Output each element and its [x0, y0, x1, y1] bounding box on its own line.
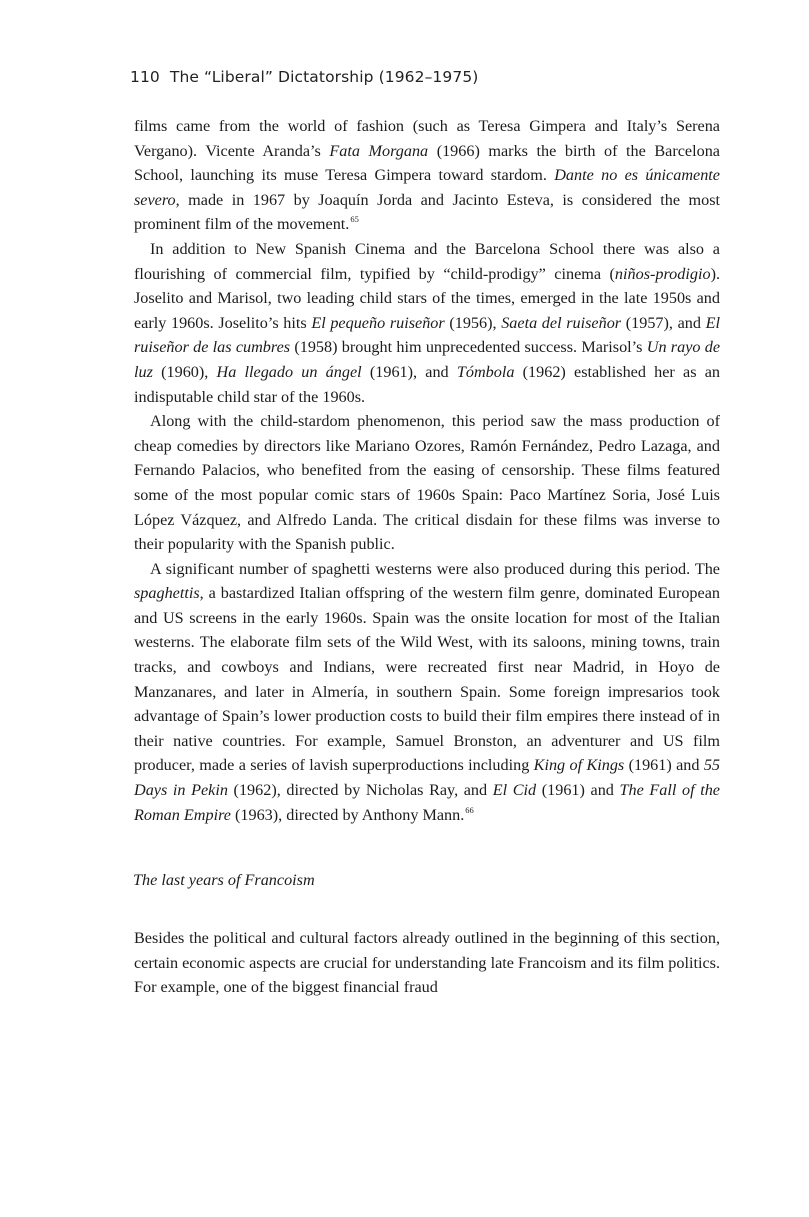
paragraph-late-francoism [134, 926, 720, 1000]
section-heading: The last years of Francoism [133, 871, 315, 890]
film-title: El Cid [492, 781, 537, 800]
film-title: Fata Morgana [329, 141, 429, 160]
text-run: Besides the political and cultural factors already outlined in the beginning of this section, certain economic aspects are crucial for understanding late Francoism and its film politics. For example, one of the biggest financial fraud [134, 929, 720, 997]
text-run: (1957), and [621, 313, 706, 332]
book-page [130, 68, 721, 1000]
film-title: Un rayo de luz [134, 338, 721, 381]
text-run: (1961) and [536, 781, 620, 800]
text-run: (1966) marks the birth of the Barcelona School, launching its muse Teresa Gimpera toward stardom. [134, 141, 720, 185]
text-run: (1960), [152, 362, 217, 381]
text-run: (1962) established her as an indisputable child star of the 1960s. [134, 362, 720, 406]
paragraph-child-prodigy [134, 237, 720, 409]
footnote-ref[interactable]: 65 [350, 214, 359, 225]
text-run: (1962), directed by Nicholas Ray, and [227, 781, 493, 800]
film-title: Dante no es únicamente severo [134, 166, 720, 209]
paragraph-spaghetti-westerns [134, 557, 720, 828]
film-title: Ha llegado un ángel [216, 362, 362, 381]
text-run: In addition to New Spanish Cinema and the Barcelona School there was also a flourishing of commercial film, typified by “child-prodigy” cinema ( [134, 239, 720, 283]
text-run: Along with the child-stardom phenomenon, this period saw the mass production of cheap comedies by directors like Mariano Ozores, Ramón Fernández, Pedro Lazaga, and Fernando Palacios, who benefited from the easing of censorship. These films featured some of the most popular comic stars of 1960s Spain: Paco Martínez Soria, José Luis López Vázquez, and Alfredo Landa. The critical disdain for these films was inverse to their popularity with the Spanish public. [134, 412, 720, 554]
italic-term: spaghettis [134, 584, 200, 603]
body-text [134, 114, 720, 1000]
film-title: Tómbola [456, 362, 515, 381]
text-run: (1963), directed by Anthony Mann. [230, 805, 465, 824]
page-number: 110 [130, 68, 160, 86]
paragraph-barcelona-school [134, 114, 720, 237]
film-title: 55 Days in Pekin [134, 756, 721, 800]
text-run: (1961), and [361, 362, 457, 381]
text-run: ). Joselito and Marisol, two leading child stars of the times, emerged in the late 1950s and early 1960s. Joselito’s hits [134, 264, 720, 332]
italic-term: niños-prodigio [614, 264, 711, 283]
text-run: , a bastardized Italian offspring of the western film genre, dominated European and US screens in the early 1960s. Spain was the onsite location for most of the Italian westerns. The elaborate film sets of the Wild West, with its saloons, mining towns, train tracks, and cowboys and Indians, were recreated first near Madrid, in Hoyo de Manzanares, and later in Almería, in southern Spain. Some foreign impresarios took advantage of Spain’s lower production costs to build their film empires there instead of in their native countries. For example, Samuel Bronston, an adventurer and US film producer, made a series of lavish superproductions including [134, 584, 720, 775]
text-run: (1961) and [624, 756, 704, 775]
paragraph-comedies [134, 409, 720, 557]
text-run: films came from the world of fashion (such as Teresa Gimpera and Italy’s Serena Vergano). Vicente Aranda’s [134, 117, 720, 160]
text-run: (1958) brought him unprecedented success. Marisol’s [290, 338, 647, 357]
running-title: The “Liberal” Dictatorship (1962–1975) [169, 68, 479, 86]
film-title: El pequeño ruiseñor [311, 313, 445, 332]
film-title: Saeta del ruiseñor [501, 313, 622, 332]
film-title: The Fall of the Roman Empire [134, 781, 720, 824]
film-title: El ruiseñor de las cumbres [134, 313, 721, 357]
text-run: , made in 1967 by Joaquín Jorda and Jacinto Esteva, is considered the most prominent film of the movement. [134, 190, 720, 234]
footnote-ref[interactable]: 66 [465, 804, 474, 815]
text-run: (1956), [444, 313, 502, 332]
text-run: A significant number of spaghetti westerns were also produced during this period. The [150, 559, 720, 578]
film-title: King of Kings [533, 756, 625, 775]
running-header [130, 68, 720, 86]
